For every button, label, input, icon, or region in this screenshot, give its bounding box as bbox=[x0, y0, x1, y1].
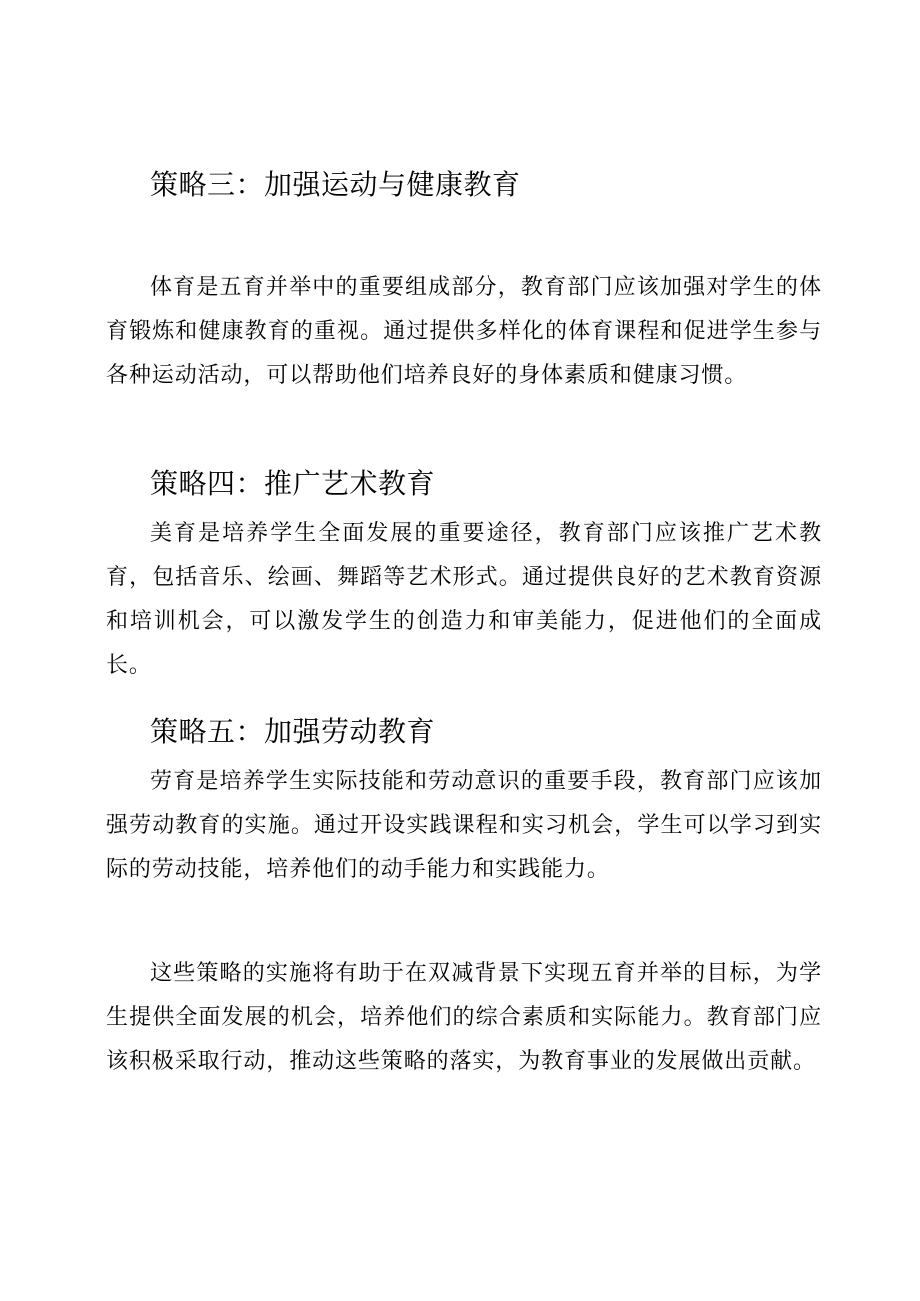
section-heading-strategy-3: 策略三：加强运动与健康教育 bbox=[150, 168, 521, 201]
section-heading-strategy-4: 策略四：推广艺术教育 bbox=[150, 467, 436, 500]
conclusion-paragraph: 这些策略的实施将有助于在双减背景下实现五育并举的目标，为学生提供全面发展的机会，培养他们的综合素质和实际能力。教育部门应该积极采取行动，推动这些策略的落实，为教育事业的发展做出贡献。 bbox=[106, 961, 822, 1074]
section-paragraph-strategy-3: 体育是五育并举中的重要组成部分，教育部门应该加强对学生的体育锻炼和健康教育的重视。通过提供多样化的体育课程和促进学生参与各种运动活动，可以帮助他们培养良好的身体素质和健康习惯。 bbox=[106, 275, 822, 388]
section-paragraph-strategy-4: 美育是培养学生全面发展的重要途径，教育部门应该推广艺术教育，包括音乐、绘画、舞蹈等艺术形式。通过提供良好的艺术教育资源和培训机会，可以激发学生的创造力和审美能力，促进他们的全面成长。 bbox=[106, 521, 822, 678]
section-paragraph-strategy-5: 劳育是培养学生实际技能和劳动意识的重要手段，教育部门应该加强劳动教育的实施。通过开设实践课程和实习机会，学生可以学习到实际的劳动技能，培养他们的动手能力和实践能力。 bbox=[106, 769, 822, 882]
section-heading-strategy-5: 策略五：加强劳动教育 bbox=[150, 715, 436, 748]
